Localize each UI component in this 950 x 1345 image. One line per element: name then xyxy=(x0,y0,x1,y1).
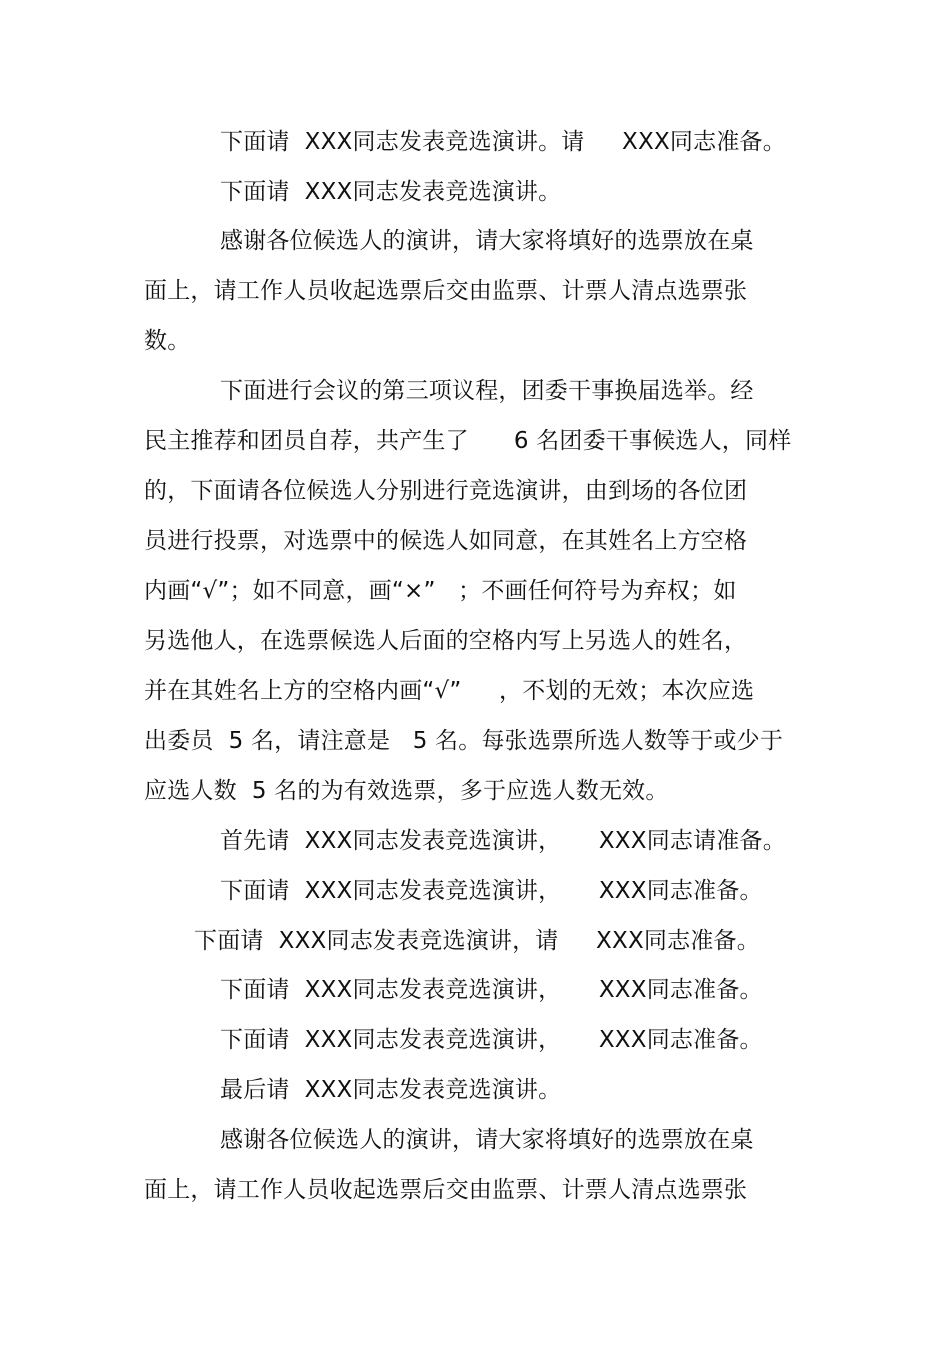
text-line: 下面请 XXX同志发表竞选演讲，请 XXX同志准备。 xyxy=(194,928,760,954)
text-line: 内画“√”；如不同意，画“×” ；不画任何符号为弃权；如 xyxy=(144,578,737,604)
text-line: 数。 xyxy=(144,328,191,354)
text-line: 感谢各位候选人的演讲，请大家将填好的选票放在桌 xyxy=(220,1127,754,1153)
text-line: 下面请 XXX同志发表竞选演讲， XXX同志准备。 xyxy=(220,977,763,1003)
text-line: 下面请 XXX同志发表竞选演讲， XXX同志准备。 xyxy=(220,1027,763,1053)
text-line: 员进行投票，对选票中的候选人如同意，在其姓名上方空格 xyxy=(144,528,748,554)
text-line: 首先请 XXX同志发表竞选演讲， XXX同志请准备。 xyxy=(220,828,786,854)
text-line: 下面请 XXX同志发表竞选演讲。 xyxy=(220,179,562,205)
text-line: 最后请 XXX同志发表竞选演讲。 xyxy=(220,1077,562,1103)
text-line: 面上，请工作人员收起选票后交由监票、计票人清点选票张 xyxy=(144,278,748,304)
text-line: 感谢各位候选人的演讲，请大家将填好的选票放在桌 xyxy=(220,228,754,254)
text-line: 面上，请工作人员收起选票后交由监票、计票人清点选票张 xyxy=(144,1177,748,1203)
text-line: 下面请 XXX同志发表竞选演讲。请 XXX同志准备。 xyxy=(220,129,786,155)
text-line: 另选他人，在选票候选人后面的空格内写上另选人的姓名， xyxy=(144,628,748,654)
text-line: 并在其姓名上方的空格内画“√” ，不划的无效；本次应选 xyxy=(144,678,755,704)
text-line: 下面请 XXX同志发表竞选演讲， XXX同志准备。 xyxy=(220,878,763,904)
text-line: 的，下面请各位候选人分别进行竞选演讲，由到场的各位团 xyxy=(144,478,748,504)
text-line: 民主推荐和团员自荐，共产生了 6 名团委干事候选人，同样 xyxy=(144,428,792,454)
text-line: 出委员 5 名，请注意是 5 名。每张选票所选人数等于或少于 xyxy=(144,728,784,754)
text-line: 下面进行会议的第三项议程，团委干事换届选举。经 xyxy=(220,378,754,404)
text-line: 应选人数 5 名的为有效选票，多于应选人数无效。 xyxy=(144,778,669,804)
